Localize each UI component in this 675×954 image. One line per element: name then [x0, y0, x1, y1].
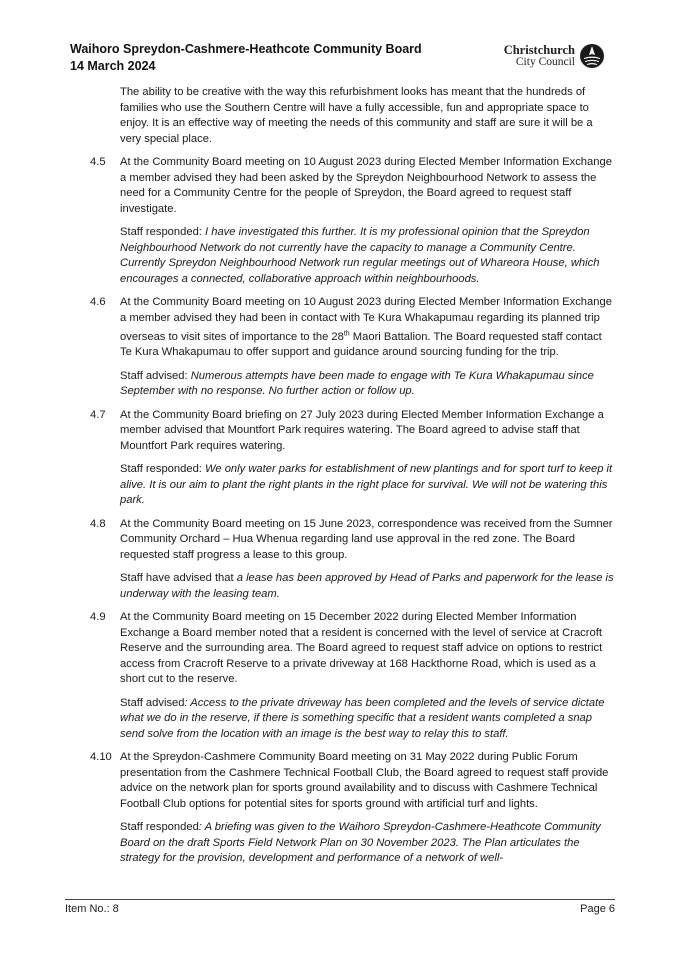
response-text: Numerous attempts have been made to engage with Te Kura Whakapumau since September with no response. No further action or follow up.: [120, 369, 594, 398]
response-lead: Staff responded:: [120, 463, 206, 476]
item-4-8: [70, 517, 615, 564]
item-number: 4.10: [90, 751, 112, 764]
council-emblem-icon: [579, 43, 605, 69]
response-text: : A briefing was given to the Waihoro Spreydon-Cashmere-Heathcote Community Board on the draft Sports Field Network Plan on 30 November 2023. The Plan articulates the strategy for the provision, development and performance of a network of well-: [120, 821, 601, 865]
item-number: 4.7: [90, 408, 106, 421]
item-number-label: Item No.: 8: [65, 903, 119, 915]
item-text: At the Community Board meeting on 15 December 2022 during Elected Member Information Exchange a Board member noted that a resident is concerned with the level of service at Cracroft Reserve and the surrounding area. The Board agreed to request staff advice on options to restrict access from Cracroft Reserve to a private driveway at 168 Hackthorne Road, which is used as a short cut to the reserve.: [120, 611, 603, 686]
board-name: Waihoro Spreydon-Cashmere-Heathcote Community Board: [70, 42, 422, 56]
page-footer: [65, 899, 615, 915]
ordinal-suffix: th: [343, 330, 350, 337]
item-text: At the Community Board briefing on 27 July 2023 during Elected Member Information Exchange a member advised that Mountfort Park requires watering. The Board agreed to advise staff that Mountfort Park requires watering.: [120, 408, 604, 452]
staff-response: [120, 225, 615, 287]
response-text: a lease has been approved by Head of Parks and paperwork for the lease is underway with the leasing team.: [120, 572, 614, 600]
response-lead: Staff have advised that: [120, 572, 237, 585]
document-body: [70, 85, 615, 875]
council-logo: [504, 41, 605, 71]
item-text: [120, 296, 612, 358]
staff-response: [120, 820, 615, 867]
item-4-9: [70, 610, 615, 688]
item-text-part: At the Community Board meeting on 10 August 2023 during Elected Member Information Exchange a member advised they had been in contact with Te Kura Whakapumau regarding its planned trip overseas to visit sites of importance to the 28: [120, 296, 612, 343]
intro-paragraph: The ability to be creative with the way this refurbishment looks has meant that the hundreds of families who use the Southern Centre will have a fully accessible, fun and appropriate space to enjoy. It is an effective way of meeting the needs of this community and staff are sure it will be a very special place.: [120, 86, 593, 145]
staff-response: [120, 571, 615, 602]
item-number: 4.9: [90, 611, 106, 624]
staff-response: [120, 462, 615, 509]
item-4-10: [70, 750, 615, 812]
page-header: [70, 41, 605, 77]
response-text: : Access to the private driveway has been completed and the levels of service dictate what we do in the reserve, if there is something specific that a resident wants completed a snap send solve from the location with an image is the best way to relay this to staff.: [120, 696, 605, 740]
item-4-7: [70, 408, 615, 455]
item-text: At the Spreydon-Cashmere Community Board meeting on 31 May 2022 during Public Forum presentation from the Cashmere Technical Football Club, the Board agreed to request staff provide advice on the network plan for sports ground availability and to discuss with Cashmere Technical Football Club options for potential sites for sports ground with artificial turf and lights.: [120, 751, 609, 810]
response-lead: Staff responded:: [120, 226, 206, 238]
item-text: At the Community Board meeting on 10 August 2023 during Elected Member Information Exchange a member advised they had been asked by the Spreydon Neighbourhood Network to assess the need for a Community Centre for the people of Spreydon, the Board agreed to request staff investigate.: [120, 156, 612, 215]
item-number: 4.8: [90, 517, 106, 530]
logo-line-1: Christchurch: [503, 43, 575, 57]
staff-response: [120, 696, 615, 743]
item-text: At the Community Board meeting on 15 June 2023, correspondence was received from the Sumner Community Orchard – Hua Whenua regarding land use approval in the red zone. The Board requested staff progress a lease to this group.: [120, 517, 613, 561]
meeting-date: 14 March 2024: [70, 59, 156, 73]
item-text-part: Maori Battalion. The Board requested staff contact Te Kura Whakapumau to offer support and guidance around sourcing funding for the trip.: [120, 330, 602, 359]
logo-line-2: City Council: [515, 56, 575, 68]
staff-response: [120, 369, 615, 400]
response-lead: Staff advised:: [120, 369, 191, 382]
response-lead: Staff responded: [120, 821, 199, 834]
item-4-5: [70, 155, 615, 217]
page-number: Page 6: [580, 903, 615, 915]
item-number: 4.6: [90, 296, 106, 308]
item-number: 4.5: [90, 156, 106, 168]
response-text: We only water parks for establishment of new plantings and for sport turf to keep it alive. It is our aim to plant the right plants in the right place for survival. We will not be watering this park.: [120, 463, 613, 507]
item-4-6: [70, 295, 615, 361]
response-lead: Staff advised: [120, 696, 185, 709]
response-text: I have investigated this further. It is my professional opinion that the Spreydon Neighbourhood Network do not currently have the capacity to manage a Community Centre. Currently Spreydon Neighbourhood Network run regular meetings out of Whareora House, which encourages a connected, collaborative approach within neighbourhoods.: [120, 226, 600, 285]
